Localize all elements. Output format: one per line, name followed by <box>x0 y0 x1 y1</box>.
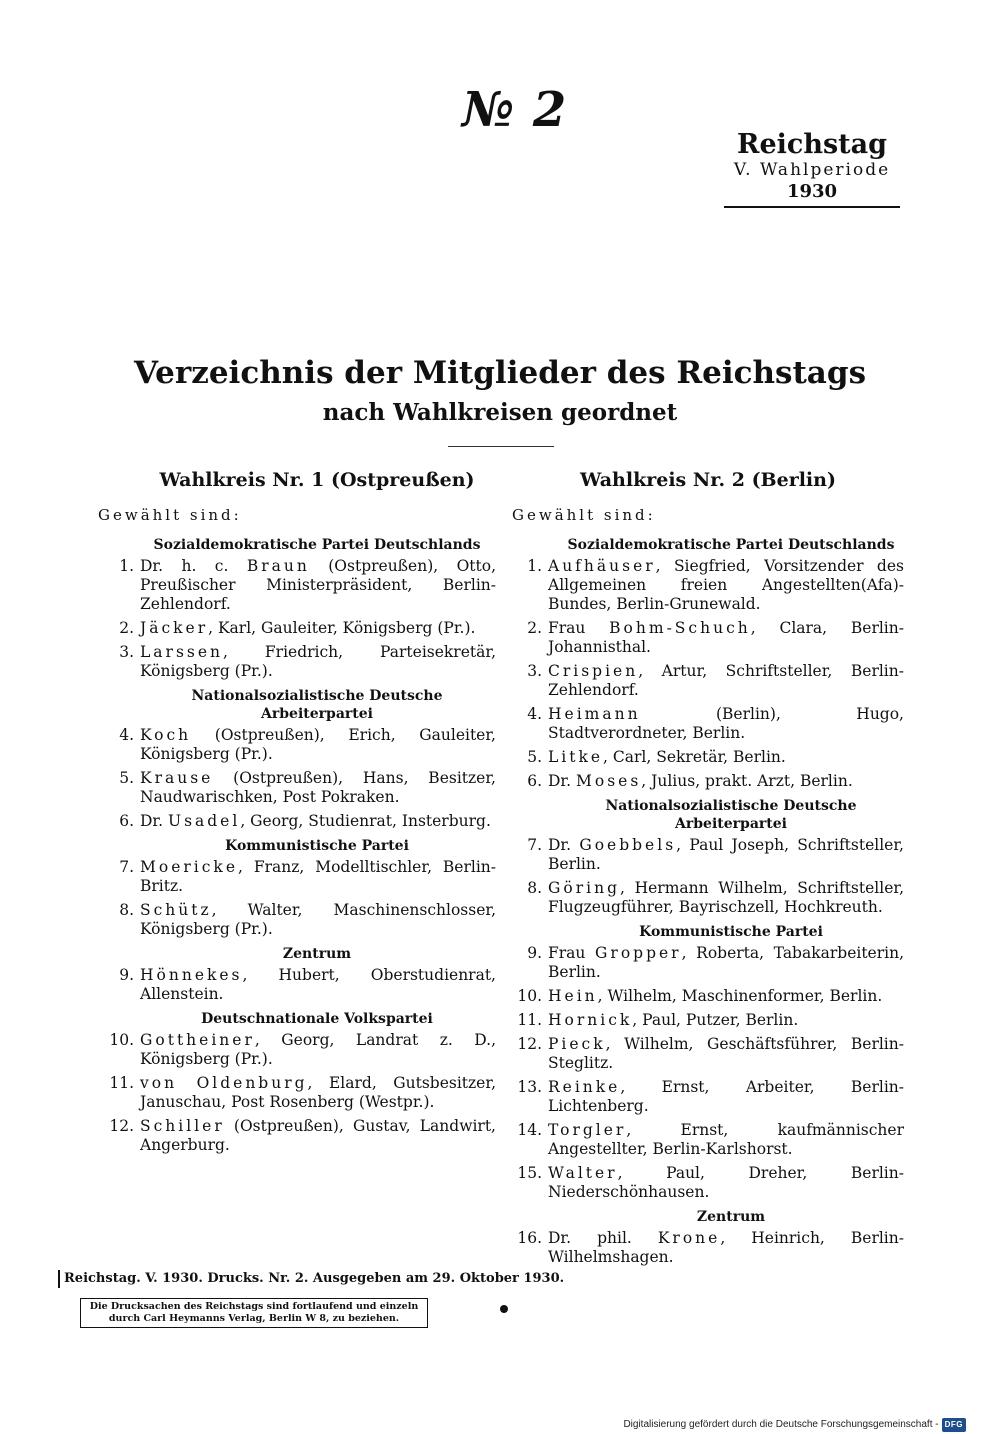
member-text <box>140 812 496 831</box>
notice-line: durch Carl Heymanns Verlag, Berlin W 8, zu beziehen. <box>108 1313 400 1324</box>
member-surname: Larssen <box>140 643 224 661</box>
member-text <box>548 1011 904 1030</box>
notice-line: Die Drucksachen des Reichstags sind fortlaufend und einzeln <box>89 1301 419 1312</box>
member-number: 1. <box>119 557 134 575</box>
constituency-heading: Wahlkreis Nr. 2 (Berlin) <box>580 469 836 491</box>
member-surname: Hein <box>548 987 598 1005</box>
member-details: (Berlin), Hugo, Stadtverordneter, Berlin. <box>548 705 904 742</box>
member-text <box>548 557 904 614</box>
member-number: 9. <box>119 966 134 984</box>
member-surname: Reinke <box>548 1078 621 1096</box>
member-surname: Aufhäuser <box>548 557 656 575</box>
elected-label: Gewählt sind: <box>98 506 242 524</box>
member-text <box>548 1229 904 1267</box>
member-number: 5. <box>119 769 134 787</box>
member-surname: Schütz <box>140 901 212 919</box>
member-details: , Karl, Gauleiter, Königsberg (Pr.). <box>208 619 476 637</box>
column-wahlkreis-2 <box>512 466 904 1272</box>
member-details: (Ostpreußen), Gustav, Landwirt, Angerburg. <box>140 1117 496 1154</box>
member-text <box>548 879 904 917</box>
member-text <box>140 858 496 896</box>
member-surname: Goebbels <box>579 836 677 854</box>
party-groups <box>98 536 496 1155</box>
member-details: , Hermann Wilhelm, Schriftsteller, Flugzeugführer, Bayrischzell, Hochkreuth. <box>548 879 904 916</box>
member-number: 13. <box>517 1078 542 1096</box>
member-entry <box>98 643 496 681</box>
distribution-notice <box>80 1298 428 1328</box>
member-number: 7. <box>527 836 542 854</box>
member-entry <box>98 1031 496 1069</box>
member-number: 2. <box>527 619 542 637</box>
year-label: 1930 <box>786 181 838 202</box>
digitization-credit <box>623 1418 966 1432</box>
member-details: , Walter, Maschinenschlosser, Königsberg (Pr.). <box>140 901 496 938</box>
member-surname: Gottheiner <box>140 1031 255 1049</box>
member-number: 5. <box>527 748 542 766</box>
member-details: , Heinrich, Berlin-Wilhelmshagen. <box>548 1229 904 1266</box>
member-entry <box>512 836 904 874</box>
party-groups <box>512 536 904 1267</box>
member-number: 8. <box>119 901 134 919</box>
member-surname: Pieck <box>548 1035 606 1053</box>
member-details: , Artur, Schriftsteller, Berlin-Zehlendorf. <box>548 662 904 699</box>
member-text <box>548 836 904 874</box>
member-details: , Ernst, kaufmännischer Angestellter, Berlin-Karlshorst. <box>548 1121 904 1158</box>
member-details: , Ernst, Arbeiter, Berlin-Lichtenberg. <box>548 1078 904 1115</box>
member-surname: Moericke <box>140 858 238 876</box>
member-text <box>548 705 904 743</box>
party-heading: Zentrum <box>696 1209 766 1225</box>
member-text <box>140 1031 496 1069</box>
elected-label: Gewählt sind: <box>512 506 656 524</box>
member-details: , Siegfried, Vorsitzender des Allgemeinen freien Angestellten(Afa)-Bundes, Berlin-Grunewald. <box>548 557 904 613</box>
member-text <box>548 662 904 700</box>
member-surname: Gropper <box>595 944 682 962</box>
member-entry <box>98 726 496 764</box>
member-surname: von Oldenburg <box>140 1074 308 1092</box>
member-surname: Moses <box>576 772 642 790</box>
party-heading: Nationalsozialistische Deutsche Arbeiterpartei <box>605 798 857 832</box>
party-heading: Kommunistische Partei <box>225 838 409 854</box>
member-text <box>140 1117 496 1155</box>
member-entry <box>512 705 904 743</box>
member-number: 6. <box>527 772 542 790</box>
member-entry <box>512 1164 904 1202</box>
member-number: 3. <box>527 662 542 680</box>
member-details: , Julius, prakt. Arzt, Berlin. <box>641 772 853 790</box>
member-prefix: Frau <box>548 619 610 637</box>
member-text <box>548 987 904 1006</box>
member-details: , Paul Joseph, Schriftsteller, Berlin. <box>548 836 904 873</box>
member-surname: Krause <box>140 769 214 787</box>
member-entry <box>98 858 496 896</box>
reichstag-title: Reichstag <box>737 129 887 160</box>
member-surname: Braun <box>246 557 310 575</box>
member-entry <box>98 769 496 807</box>
party-heading: Zentrum <box>282 946 352 962</box>
member-number: 8. <box>527 879 542 897</box>
member-surname: Litke <box>548 748 604 766</box>
member-text <box>140 726 496 764</box>
member-details: , Wilhelm, Maschinenformer, Berlin. <box>597 987 883 1005</box>
member-text <box>548 944 904 982</box>
member-details: , Friedrich, Parteisekretär, Königsberg (Pr.). <box>140 643 496 680</box>
member-entry <box>98 1074 496 1112</box>
member-details: (Ostpreußen), Otto, Preußischer Ministerpräsident, Berlin-Zehlendorf. <box>140 557 497 613</box>
member-details: , Wilhelm, Geschäftsführer, Berlin-Steglitz. <box>548 1035 904 1072</box>
member-details: (Ostpreußen), Erich, Gauleiter, Königsberg (Pr.). <box>140 726 496 763</box>
member-details: , Paul, Putzer, Berlin. <box>632 1011 799 1029</box>
party-heading: Sozialdemokratische Partei Deutschlands <box>567 537 895 553</box>
member-entry <box>512 1229 904 1267</box>
member-entry <box>512 944 904 982</box>
member-entry <box>98 812 496 831</box>
member-surname: Jäcker <box>140 619 209 637</box>
member-prefix: Dr. <box>548 836 580 854</box>
member-text <box>140 557 496 614</box>
print-reference: Reichstag. V. 1930. Drucks. Nr. 2. Ausgegeben am 29. Oktober 1930. <box>58 1270 564 1288</box>
member-details: , Carl, Sekretär, Berlin. <box>603 748 786 766</box>
member-entry <box>512 772 904 791</box>
member-number: 4. <box>527 705 542 723</box>
member-number: 11. <box>109 1074 134 1092</box>
member-surname: Walter <box>548 1164 618 1182</box>
member-number: 12. <box>517 1035 542 1053</box>
member-details: , Georg, Studienrat, Insterburg. <box>240 812 491 830</box>
member-text <box>548 1035 904 1073</box>
member-number: 4. <box>119 726 134 744</box>
member-number: 2. <box>119 619 134 637</box>
election-period: V. Wahlperiode <box>733 160 891 180</box>
member-text <box>140 643 496 681</box>
member-number: 10. <box>109 1031 134 1049</box>
member-details: , Elard, Gutsbesitzer, Januschau, Post Rosenberg (Westpr.). <box>140 1074 496 1111</box>
member-number: 15. <box>517 1164 542 1182</box>
dfg-logo: DFG <box>942 1418 966 1432</box>
member-prefix: Frau <box>548 944 596 962</box>
page-subtitle: nach Wahlkreisen geordnet <box>322 399 678 426</box>
member-number: 9. <box>527 944 542 962</box>
member-entry <box>512 1078 904 1116</box>
member-entry <box>512 1121 904 1159</box>
member-number: 12. <box>109 1117 134 1135</box>
member-surname: Torgler <box>548 1121 627 1139</box>
member-text <box>548 772 904 791</box>
party-heading: Sozialdemokratische Partei Deutschlands <box>153 537 481 553</box>
member-entry <box>512 748 904 767</box>
member-number: 7. <box>119 858 134 876</box>
member-text <box>548 1164 904 1202</box>
credit-text: Digitalisierung gefördert durch die Deutsche Forschungsgemeinschaft - <box>623 1419 939 1430</box>
member-entry <box>98 619 496 638</box>
member-text <box>548 748 904 767</box>
member-number: 11. <box>517 1011 542 1029</box>
member-surname: Krone <box>657 1229 721 1247</box>
member-prefix: Dr. phil. <box>548 1229 658 1247</box>
party-heading: Kommunistische Partei <box>639 924 823 940</box>
member-surname: Heimann <box>548 705 641 723</box>
member-entry <box>98 901 496 939</box>
member-text <box>140 966 496 1004</box>
member-text <box>548 1078 904 1116</box>
member-text <box>140 619 496 638</box>
member-surname: Schiller <box>140 1117 225 1135</box>
member-number: 16. <box>517 1229 542 1247</box>
member-surname: Bohm-Schuch <box>609 619 751 637</box>
member-details: , Roberta, Tabakarbeiterin, Berlin. <box>548 944 904 981</box>
ink-dot <box>500 1305 508 1313</box>
member-entry <box>512 879 904 917</box>
member-surname: Usadel <box>168 812 241 830</box>
member-entry <box>512 1011 904 1030</box>
member-surname: Hönnekes <box>140 966 243 984</box>
member-entry <box>512 987 904 1006</box>
reichstag-header <box>722 130 902 208</box>
header-rule <box>724 206 900 208</box>
party-heading: Deutschnationale Volkspartei <box>201 1011 433 1027</box>
member-number: 10. <box>517 987 542 1005</box>
document-number: № 2 <box>462 82 568 138</box>
member-text <box>548 1121 904 1159</box>
member-entry <box>98 557 496 614</box>
column-wahlkreis-1 <box>98 466 496 1160</box>
member-number: 1. <box>527 557 542 575</box>
member-prefix: Dr. <box>548 772 576 790</box>
party-heading: Nationalsozialistische Deutsche Arbeiterpartei <box>191 688 443 722</box>
member-surname: Göring <box>548 879 620 897</box>
constituency-heading: Wahlkreis Nr. 1 (Ostpreußen) <box>159 469 475 491</box>
member-entry <box>98 966 496 1004</box>
member-details: , Clara, Berlin-Johannisthal. <box>548 619 904 656</box>
title-divider <box>448 446 554 447</box>
member-details: , Paul, Dreher, Berlin-Niederschönhausen. <box>548 1164 904 1201</box>
member-surname: Crispien <box>548 662 639 680</box>
member-surname: Hornick <box>548 1011 633 1029</box>
member-number: 3. <box>119 643 134 661</box>
member-details: (Ostpreußen), Hans, Besitzer, Naudwarischken, Post Pokraken. <box>140 769 496 806</box>
page-title: Verzeichnis der Mitglieder des Reichstags <box>133 355 867 391</box>
member-details: , Georg, Landrat z. D., Königsberg (Pr.). <box>140 1031 496 1068</box>
member-details: , Hubert, Oberstudienrat, Allenstein. <box>140 966 496 1003</box>
member-prefix: Dr. <box>140 812 168 830</box>
member-entry <box>512 557 904 614</box>
member-entry <box>512 662 904 700</box>
member-surname: Koch <box>140 726 192 744</box>
member-number: 14. <box>517 1121 542 1139</box>
member-text <box>140 901 496 939</box>
member-text <box>140 769 496 807</box>
member-entry <box>512 1035 904 1073</box>
member-text <box>140 1074 496 1112</box>
member-prefix: Dr. h. c. <box>140 557 247 575</box>
member-number: 6. <box>119 812 134 830</box>
member-entry <box>98 1117 496 1155</box>
member-entry <box>512 619 904 657</box>
member-details: , Franz, Modelltischler, Berlin-Britz. <box>140 858 496 895</box>
member-text <box>548 619 904 657</box>
